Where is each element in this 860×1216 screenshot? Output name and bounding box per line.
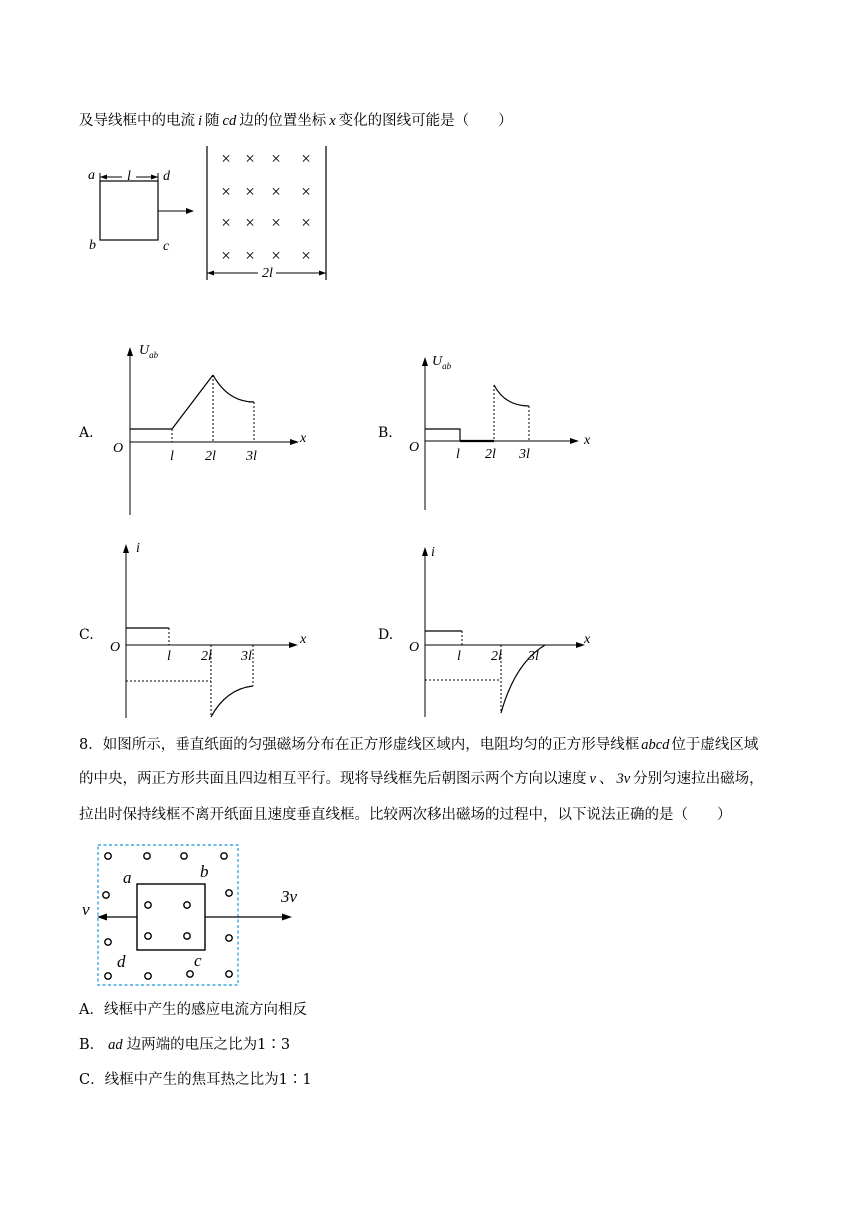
q8-stem-abcd: abcd (641, 737, 670, 753)
wire-frame (100, 181, 158, 240)
q8-corner-c: c (194, 951, 202, 970)
option-a-letter: A. (79, 425, 94, 441)
q8-choice-c[interactable]: C．线框中产生的焦耳热之比为1∶1 (79, 1072, 312, 1088)
q7-stem-suffix: 变化的图线可能是（ ） (338, 113, 513, 129)
option-b-graph (405, 355, 590, 515)
field-dot (181, 853, 187, 859)
field-dot (226, 971, 232, 977)
field-cross: × (301, 213, 311, 232)
option-d-letter: D. (378, 627, 394, 643)
field-dot (105, 973, 111, 979)
field-dot (103, 892, 109, 898)
option-c-xlabel: x (300, 632, 307, 647)
field-cross: × (271, 149, 281, 168)
option-d-graph (405, 545, 600, 720)
q7-stem-cd: cd (222, 113, 237, 129)
q8-corner-b: b (200, 862, 209, 881)
q7-stem-i: i (198, 113, 203, 129)
q7-corner-b: b (89, 238, 96, 253)
field-dot (221, 853, 227, 859)
q8-corner-a: a (123, 868, 132, 887)
q8-corner-d: d (117, 952, 126, 971)
option-d-tick-l: l (457, 649, 461, 664)
option-c-letter: C. (79, 627, 94, 643)
q7-corner-a: a (88, 168, 95, 183)
option-c-tick-3l: 3l (241, 649, 252, 664)
q7-width-l: l (127, 169, 131, 184)
option-a-tick-l: l (170, 449, 174, 464)
option-c-graph (106, 540, 306, 720)
option-b-tick-l: l (456, 447, 460, 462)
option-c-origin: O (110, 640, 121, 655)
option-c-tick-l: l (167, 649, 171, 664)
q7-stem-mid: 随 (205, 113, 220, 129)
option-b-letter: B. (378, 425, 393, 441)
option-d-xlabel: x (584, 632, 591, 647)
magnetic-field-crosses (221, 149, 311, 265)
option-a-graph (110, 345, 310, 520)
wire-frame-abcd (137, 884, 205, 950)
q8-right-speed: 3v (281, 887, 298, 906)
q7-stem (79, 111, 513, 131)
field-cross: × (271, 246, 281, 265)
option-d-tick-3l: 3l (528, 649, 539, 664)
field-cross: × (271, 213, 281, 232)
q8-choice-a[interactable]: A．线框中产生的感应电流方向相反 (79, 1002, 307, 1018)
field-cross: × (221, 213, 231, 232)
field-cross: × (301, 246, 311, 265)
field-dot (145, 902, 151, 908)
field-dot (145, 973, 151, 979)
field-dot (226, 935, 232, 941)
field-dot (184, 933, 190, 939)
field-cross: × (245, 149, 255, 168)
field-cross: × (271, 182, 281, 201)
option-a-tick-2l: 2l (205, 449, 216, 464)
q7-stem-mid2: 边的位置坐标 (239, 113, 327, 129)
q8-stem-line3: 拉出时保持线框不离开纸面且速度垂直线框。比较两次移出磁场的过程中，以下说法正确的是（ ） (79, 807, 732, 823)
field-dot (184, 902, 190, 908)
option-d-ylabel: i (431, 545, 435, 560)
field-dot (105, 853, 111, 859)
q8-left-speed: v (82, 900, 90, 919)
field-cross: × (245, 213, 255, 232)
field-dot (226, 890, 232, 896)
option-a-origin: O (113, 441, 124, 456)
option-d-tick-2l: 2l (491, 649, 502, 664)
field-dot (145, 933, 151, 939)
field-cross: × (221, 246, 231, 265)
field-cross: × (245, 182, 255, 201)
field-dot (105, 939, 111, 945)
q7-figure (80, 140, 340, 290)
field-cross: × (221, 182, 231, 201)
q7-stem-x: x (329, 113, 336, 129)
option-b-tick-3l: 3l (519, 447, 530, 462)
field-dot (144, 853, 150, 859)
field-cross: × (301, 182, 311, 201)
q7-stem-prefix: 及导线框中的电流 (79, 113, 195, 129)
option-a-tick-3l: 3l (246, 449, 257, 464)
field-cross: × (245, 246, 255, 265)
q7-field-width-2l: 2l (262, 266, 273, 281)
q8-choice-b[interactable]: B． ad 边两端的电压之比为1∶3 (79, 1037, 291, 1053)
field-cross: × (301, 149, 311, 168)
option-b-ylabel: $U_{ab}$ (432, 354, 452, 371)
option-b-xlabel: x (584, 433, 591, 448)
q8-stem-line2: 的中央，两正方形共面且四边相互平行。现将导线框先后朝图示两个方向以速度 v 、 3v 分别匀速拉出磁场， (79, 771, 764, 787)
q7-corner-c: c (163, 239, 170, 254)
option-a-xlabel: x (300, 431, 307, 446)
option-d-origin: O (409, 640, 420, 655)
option-b-origin: O (409, 440, 420, 455)
field-dot (187, 971, 193, 977)
q7-corner-d: d (163, 169, 170, 184)
option-c-tick-2l: 2l (201, 649, 212, 664)
option-a-ylabel: $U_{ab}$ (139, 343, 159, 360)
field-cross: × (221, 149, 231, 168)
option-c-ylabel: i (136, 541, 140, 556)
q8-stem-line1: 8．如图所示，垂直纸面的匀强磁场分布在正方形虚线区域内，电阻均匀的正方形导线框 abcd 位于虚线区域 (79, 737, 759, 753)
option-b-tick-2l: 2l (485, 447, 496, 462)
